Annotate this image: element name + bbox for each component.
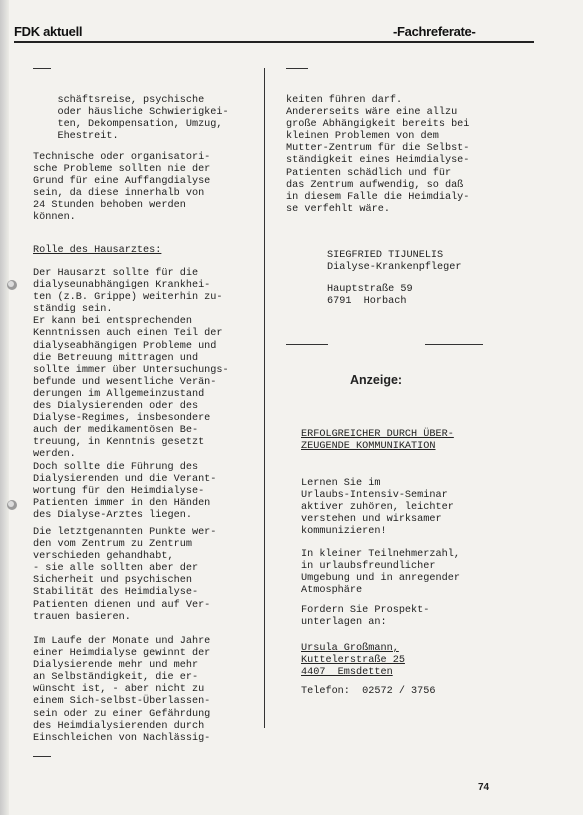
left-paragraph-4: Die letztgenannten Punkte wer- den vom Zentrum zu Zentrum verschieden gehandhabt, - sie alle sollten aber der Sicherheit und psychischen Stabilität des Heimdialyse- Patienten dienen und auf Ver- trauen basieren. [33, 527, 217, 623]
page-edge-shadow [0, 0, 9, 815]
right-paragraph-1: keiten führen darf. Andererseits wäre eine allzu große Abhängigkeit bereits bei kleinen Problemen von dem Mutter-Zentrum für die Selbst- ständigkeit eines Heimdialyse- Patienten schädlich und für das Zentrum aufwendig, so daß in diesem Falle die Heimdialy- se verfehlt wäre. [286, 95, 470, 215]
page-number: 74 [478, 782, 490, 793]
author-address: Hauptstraße 59 6791 Horbach [327, 284, 413, 308]
column-divider [264, 68, 265, 728]
advert-paragraph-1: Lernen Sie im Urlaubs-Intensiv-Seminar aktiver zuhören, leichter verstehen und wirksamer kommunizieren! [301, 478, 454, 538]
magazine-header: FDK aktuell [14, 24, 83, 39]
section-heading: Rolle des Hausarztes: [33, 245, 162, 256]
author-title: Dialyse-Krankenpfleger [327, 262, 462, 273]
left-paragraph-1: schäftsreise, psychische oder häusliche Schwierigkei- ten, Dekompensation, Umzug, Ehestreit. [57, 95, 229, 143]
left-paragraph-5: Im Laufe der Monate und Jahre einer Heimdialyse gewinnt der Dialysierende mehr und mehr an Selbständigkeit, die er- wünscht ist, - aber nicht zu einem Sich-selbst-Überlassen- sein oder zu einer Gefährdung des Heimdialysierenden durch Einschleichen von Nachlässig- [33, 636, 211, 744]
right-column-top-rule [286, 68, 308, 69]
author-name: SIEGFRIED TIJUNELIS [327, 250, 444, 261]
advert-phone: Telefon: 02572 / 3756 [301, 686, 436, 697]
advert-paragraph-2: In kleiner Teilnehmerzahl, in urlaubsfreundlicher Umgebung und in anregender Atmosphäre [301, 549, 460, 597]
advert-divider-left [286, 344, 328, 345]
advert-divider-right [425, 344, 483, 345]
left-column-bottom-rule [33, 756, 51, 757]
left-paragraph-2: Technische oder organisatori- sche Probleme sollten nie der Grund für eine Auffangdialyse sein, da diese innerhalb von 24 Stunden behoben werden können. [33, 152, 211, 224]
left-column-top-rule [33, 68, 51, 69]
header-divider [14, 41, 534, 43]
punch-hole-icon [5, 278, 19, 292]
section-header: -Fachreferate- [393, 24, 476, 39]
advert-contact: Ursula Großmann, Kuttelerstraße 25 4407 Emsdetten [301, 643, 405, 679]
advert-paragraph-3: Fordern Sie Prospekt- unterlagen an: [301, 605, 430, 629]
advert-heading: ERFOLGREICHER DURCH ÜBER- ZEUGENDE KOMMUNIKATION [301, 429, 454, 453]
punch-hole-icon [5, 498, 19, 512]
advert-label: Anzeige: [350, 373, 403, 387]
left-paragraph-3: Der Hausarzt sollte für die dialyseunabhängigen Krankhei- ten (z.B. Grippe) weiterhin zu- ständig sein. Er kann bei entsprechenden Kenntnissen auch einen Teil der dialyseabhängigen Probleme und die Betreuung mittragen und sollte immer über Untersuchungs- befunde und wesentliche Verän- derungen im Allgemeinzustand des Dialysierenden oder des Dialyse-Regimes, insbesondere auch der medikamentösen Be- treuung, in Kenntnis gesetzt werden. Doch sollte die Führung des Dialysierenden und die Verant- wortung für den Heimdialyse- Patienten immer in den Händen des Dialyse-Arztes liegen. [33, 268, 229, 521]
